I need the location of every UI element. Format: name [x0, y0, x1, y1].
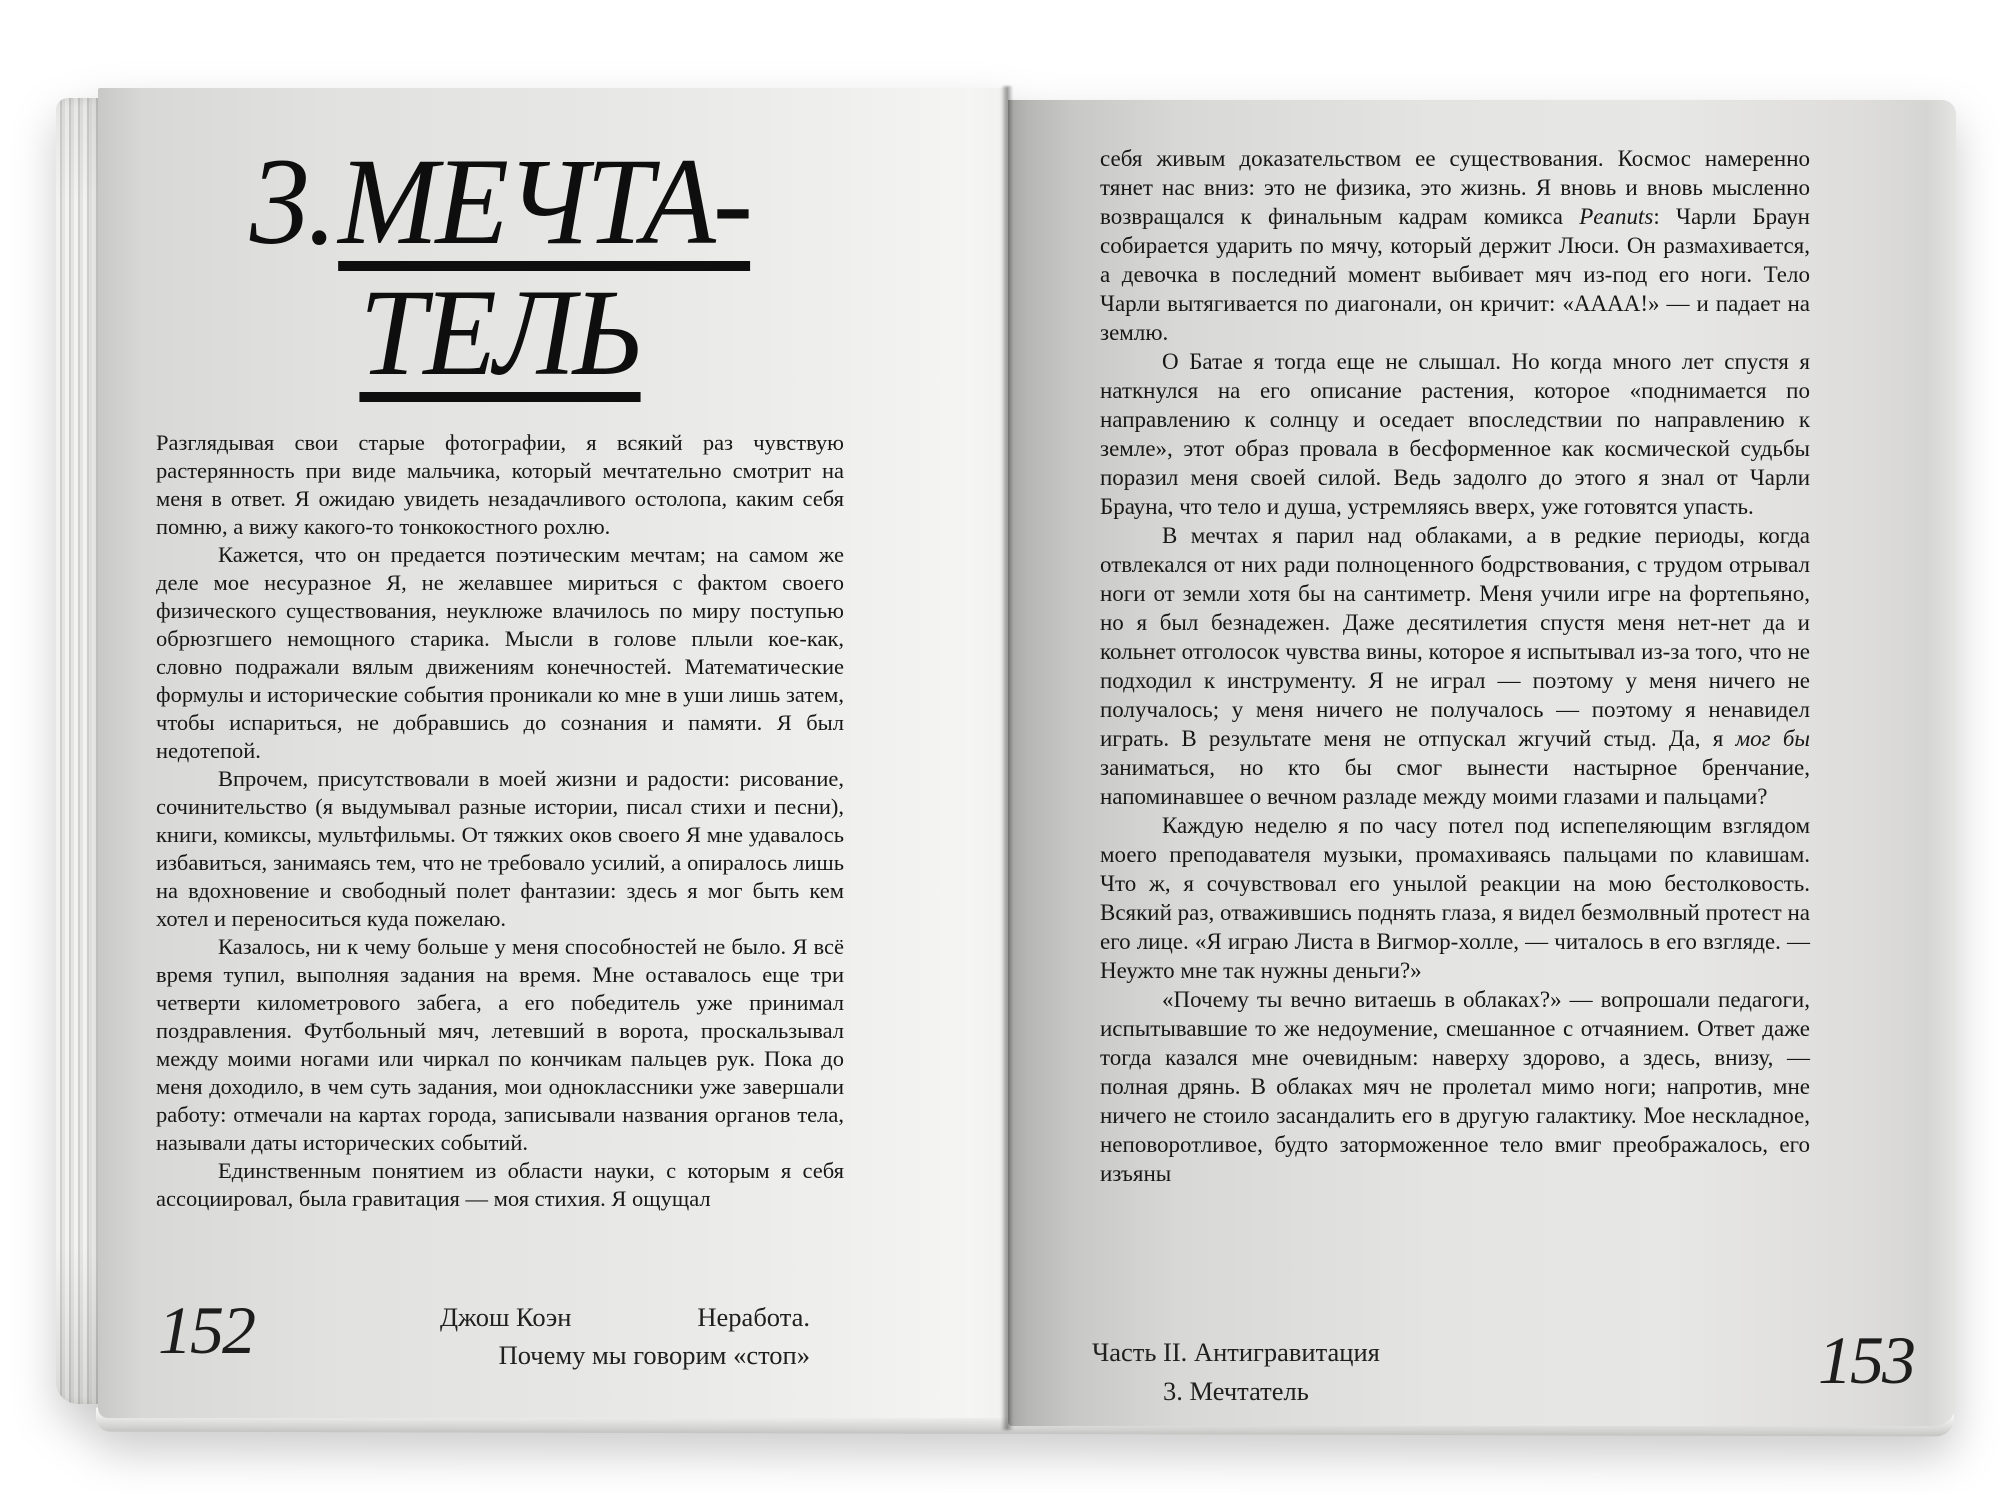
- book-spine-crease: [1001, 86, 1013, 1430]
- left-page-number: 152: [158, 1292, 254, 1368]
- page-stack-fore-edge: [56, 98, 102, 1404]
- chapter-title: [156, 133, 844, 402]
- paragraph: Казалось, ни к чему больше у меня способностей не было. Я всё время тупил, выполняя задания на время. Мне оставалось еще три четверти километрового забега, а его победитель уже принимал поздравления. Футбольный мяч, летевший в ворота, проскальзывал между моими ногами или чиркал по кончикам пальцев рук. Пока до меня доходило, в чем суть задания, мои одноклассники уже завершали работу: отмечали на картах города, записывали названия органов тела, называли даты исторических событий.: [156, 933, 844, 1155]
- chapter-number: 3.: [249, 133, 335, 270]
- left-page-running-footer: [440, 1300, 810, 1372]
- left-page: [98, 88, 1008, 1418]
- paragraph: Кажется, что он предается поэтическим мечтам; на самом же деле мое несуразное Я, не желавшее мириться с фактом своего физического существования, неуклюже влачилось по миру поступью обрюзгшего немощного старика. Мысли в голове плыли кое-как, словно подражали вялым движениям конечностей. Математические формулы и исторические события проникали ко мне в уши лишь затем, чтобы испариться, не добравшись до сознания и памяти. Я был недотепой.: [156, 541, 844, 763]
- footer-chapter: 3. Мечтатель: [1163, 1375, 1309, 1406]
- paragraph: Единственным понятием из области науки, с которым я себя ассоциировал, была гравитация — моя стихия. Я ощущал: [156, 1157, 844, 1211]
- left-page-body: [156, 429, 844, 1213]
- footer-part: Часть II. Антигравитация: [1092, 1337, 1380, 1368]
- paragraph: себя живым доказательством ее существования. Космос намеренно тянет нас вниз: это не физика, это жизнь. Я вновь и вновь мысленно возвращался к финальным кадрам комикса Peanuts: Чарли Браун собирается ударить по мячу, который держит Люси. Он размахивается, а девочка в последний момент выбивает мяч из-под его ноги. Тело Чарли вытягивается по диагонали, он кричит: «АААА!» — и падает на землю.: [1100, 146, 1810, 345]
- footer-line-1: [440, 1300, 810, 1334]
- left-page-content: [156, 122, 844, 1384]
- footer-author: Джош Коэн: [440, 1302, 572, 1333]
- chapter-title-text-1: МЕЧТА-: [338, 133, 751, 270]
- footer-book-subtitle: Почему мы говорим «стоп»: [498, 1339, 810, 1370]
- right-page: [1008, 100, 1956, 1426]
- chapter-title-line2: [166, 264, 833, 402]
- paragraph: Каждую неделю я по часу потел под испепеляющим взглядом моего преподавателя музыки, промахиваясь пальцами по клавишам. Что ж, я сочувствовал его унылой реакции на мою бестолковость. Всякий раз, отважившись поднять глаза, я видел безмолвный протест на его лице. «Я играю Листа в Вигмор-холле, — читалось в его взгляде. — Неужто мне так нужны деньги?»: [1100, 813, 1810, 983]
- paragraph: Впрочем, присутствовали в моей жизни и радости: рисование, сочинительство (я выдумывал разные истории, писал стихи и песни), книги, комиксы, мультфильмы. От тяжких оков своего Я мне удавалось избавиться, занимаясь тем, что не требовало усилий, а опиралось лишь на вдохновение и свободный полет фантазии: здесь я мог быть кем хотел и переноситься куда пожелаю.: [156, 765, 844, 931]
- footer-book-title: Неработа.: [697, 1302, 810, 1333]
- open-book: [56, 86, 1956, 1438]
- paragraph: В мечтах я парил над облаками, а в редкие периоды, когда отвлекался от них ради полноценного бодрствования, с трудом отрывал ноги от земли хотя бы на сантиметр. Меня учили игре на фортепьяно, но я был безнадежен. Даже десятилетия спустя меня нет-нет да и кольнет отголосок чувства вины, которое я испытывал из-за того, что не подходил к инструменту. Я не играл — поэтому у меня ничего не получалось; у меня ничего не получалось — поэтому я ненавидел играть. В результате меня не отпускал жгучий стыд. Да, я мог бы заниматься, но кто бы смог вынести настырное бренчание, напоминавшее о вечном разладе между моими глазами и пальцами?: [1100, 523, 1811, 809]
- chapter-title-line1: [166, 133, 833, 270]
- paragraph: О Батае я тогда еще не слышал. Но когда много лет спустя я наткнулся на его описание растения, которое «поднимается по направлению к солнцу и оседает впоследствии по направлению к земле», этот образ провала в бесформенное как космической судьбы поразил меня своей силой. Ведь задолго до этого я знал от Чарли Брауна, что тело и душа, устремляясь вверх, уже готовятся упасть.: [1100, 349, 1810, 519]
- chapter-title-text-2: ТЕЛЬ: [359, 264, 641, 402]
- paragraph: Разглядывая свои старые фотографии, я всякий раз чувствую растерянность при виде мальчика, который мечтательно смотрит на меня в ответ. Я ожидаю увидеть незадачливого остолопа, каким себя помню, а вижу какого-то тонкокостного рохлю.: [156, 429, 844, 539]
- right-page-body: [1100, 144, 1810, 1188]
- right-page-number: 153: [1818, 1322, 1914, 1398]
- right-page-content: [1100, 144, 1810, 1386]
- paragraph: «Почему ты вечно витаешь в облаках?» — вопрошали педагоги, испытывавшие то же недоумение, смешанное с отчаянием. Ответ даже тогда казался мне очевидным: наверху здорово, а здесь, внизу, — полная дрянь. В облаках мяч не пролетал мимо ноги; напротив, мне ничего не стоило засандалить его в другую галактику. Мое нескладное, неповоротливое, будто заторможенное тело вмиг преображалось, его изъяны: [1100, 987, 1810, 1186]
- right-page-running-footer: [1092, 1335, 1380, 1408]
